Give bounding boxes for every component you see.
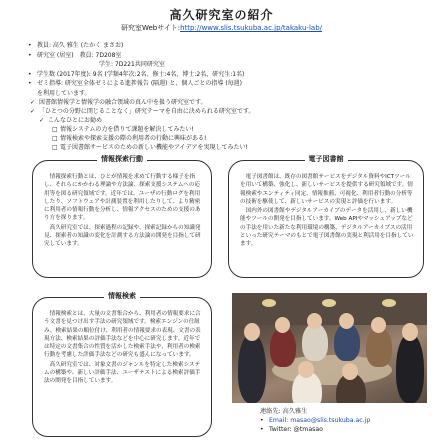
- checkbox-icon: □: [52, 135, 58, 142]
- box-digital-library-p1: 電子図書館は、既存の図書館サービスをデジタル資料やICTツールを用いて構築、強化し、新しいサービスを提供する研究領域です。情報検索やエンティティ同定、情報推薦、可視化、利用者行動の分析等の技術を駆使して、新しいサービスの実現と評価を行います。: [240, 174, 413, 205]
- feature-checks: [30, 98, 430, 152]
- info-item-student-room: 学生: 7D221共同研究室: [99, 61, 165, 68]
- box-exploration-p2: 高久研究室では、探索過程の記録や、探索記録からの知識発見、探索者の知識の変化を計測する方法論の開発を目指して研究しています。: [44, 224, 201, 248]
- interest-heading: ✓ こんなひとにお勧め: [39, 117, 103, 124]
- box-exploration: [32, 155, 212, 278]
- bullet-icon: •: [28, 80, 32, 87]
- info-item-seminar-cont: を利用しています。: [37, 89, 91, 97]
- box-exploration-title: 情報探索行動: [97, 155, 147, 163]
- bullet-icon: •: [28, 70, 32, 78]
- box-retrieval-p2: 高久研究室では、対象文書のジャンルを特定した検索システムの構築や、新しい評価手法、ユーザテストによる検索評価手法の開発を目指しています。: [44, 361, 201, 385]
- check-item-free: ✓ 「ひとつの分野に閉じることなく」研究テーマを自由に決められる研究室です。: [30, 108, 255, 115]
- checkbox-icon: □: [52, 144, 58, 151]
- check-icon: ✓: [39, 117, 45, 124]
- info-item-teacher: • 教員: 高久 雅生 (たかく まさお): [28, 42, 124, 49]
- contact-block: [260, 407, 370, 434]
- box-exploration-p1: 情報探索行動とは、ひとが情報を求めて行動する様子を指し、それらにかかわる理論や方法論、探索支援システムへの応用等を図る研究領域です。近年では、ユーザの行動ログを利用したり、ソフトウェアや計測装置を利用したりして、より精密に利用者の情報行動を分析し、情報アクセスのための支援のあり方を探ります。: [44, 174, 201, 222]
- info-item-students: • 学生数 (2017年度): 9名 (学類4年次:2名、修士:4名、博士:2名、研究生:1名): [28, 70, 245, 78]
- box-retrieval-title: 情報検索: [104, 292, 140, 300]
- bullet-icon: •: [260, 417, 264, 424]
- checkbox-icon: □: [52, 126, 58, 133]
- contact-label: 連絡先: 高久雅生: [260, 408, 308, 415]
- interest-item: □ 情報検索や探索支援の際の利用者の行動に興味がある!: [52, 135, 207, 142]
- interest-item: □ 情報システムの力を借りて課題を解決してみたい!: [52, 126, 194, 133]
- box-retrieval-p1: 情報検索とは、大量の文書集合から、利用者の情報要求に合う文書を見つけ出す手法の研究領域です。検索エンジンの仕組み、検索結果の順位付け、利用者の情報要求の表現、文書の表現方法、検索結果の評価手法などを中心に研究します。近年では特定の文書集合の性質を活かした検索手法や、利用者の検索行動を考慮した評価手法などの研究も盛んになっています。: [44, 311, 201, 359]
- check-icon: ✓: [30, 108, 36, 115]
- page-title: 高久研究室の紹介: [169, 8, 274, 22]
- info-item-seminar: • ゼミ指導: 研究室全体ゼミによる進捗報告 (隔週) と、個人ごとの指導 (毎週): [28, 80, 243, 87]
- check-icon: ✓: [30, 99, 36, 106]
- website-link[interactable]: http://www.slis.tsukuba.ac.jp/takaku-lab/: [180, 24, 322, 32]
- bullet-icon: •: [28, 51, 32, 59]
- box-retrieval: [32, 292, 212, 437]
- info-item-room: • 研究室 (居室) 教員: 7D208室: [28, 51, 122, 59]
- check-item-fusion: ✓ 図書館情報学と情報学の融合領域の真ん中を扱う研究室です。: [30, 99, 207, 106]
- contact-email[interactable]: • Email: masao@slis.tsukuba.ac.jp: [260, 417, 371, 424]
- group-photo: [232, 293, 427, 403]
- interest-list: [30, 125, 430, 152]
- box-digital-library: [228, 155, 424, 278]
- website-line: [0, 23, 443, 33]
- interest-item: □ 電子図書館サービスのための新しい機能やアイデアを実現してみたい!: [52, 144, 248, 151]
- website-label: 研究室Webサイト:: [120, 24, 181, 32]
- bullet-icon: •: [28, 42, 32, 49]
- box-digital-library-p2: 国内外の図書館やデジタルアーカイブのデータを活用し、新しい機能やツールの開発を目指しています。Web APIやマッシュアップなどの手法を用いた新たな利用環境の構築、デジタルアーカイブスの活用といった研究テーマのもとで電子図書館の実現と利活用を目指しています。: [240, 208, 414, 248]
- box-digital-library-title: 電子図書館: [305, 155, 348, 163]
- info-list: [28, 41, 438, 98]
- bullet-icon: •: [260, 426, 264, 433]
- contact-twitter[interactable]: • Twitter: @tmasao: [260, 426, 323, 433]
